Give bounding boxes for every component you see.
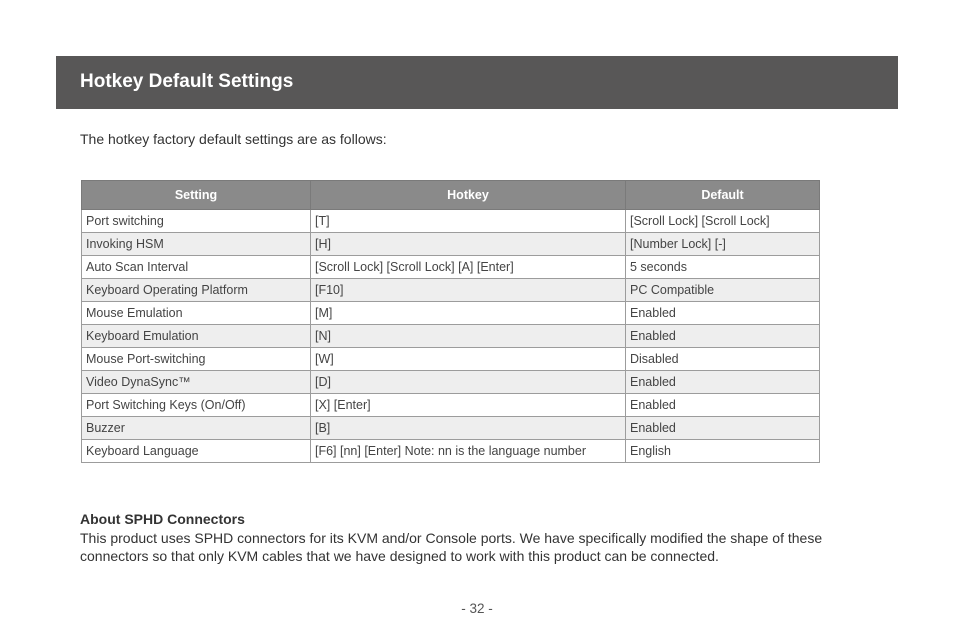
column-header-setting: Setting [82, 181, 311, 210]
hotkey-cell: [B] [311, 417, 626, 440]
table-row [82, 440, 820, 463]
hotkey-cell: [X] [Enter] [311, 394, 626, 417]
default-cell: Enabled [626, 394, 820, 417]
table-row [82, 256, 820, 279]
setting-cell: Keyboard Operating Platform [82, 279, 311, 302]
page-title: Hotkey Default Settings [80, 71, 294, 92]
hotkey-cell: [M] [311, 302, 626, 325]
page-number: - 32 - [461, 601, 493, 616]
default-cell: Enabled [626, 371, 820, 394]
hotkey-cell: [N] [311, 325, 626, 348]
about-sphd-paragraph: This product uses SPHD connectors for its KVM and/or Console ports. We have specifically modified the shape of these connectors so that only KVM cables that we have designed to work with this product can be connected. [80, 530, 823, 564]
table-row [82, 394, 820, 417]
default-cell: [Scroll Lock] [Scroll Lock] [626, 210, 820, 233]
setting-cell: Mouse Emulation [82, 302, 311, 325]
hotkey-settings-table [81, 180, 820, 463]
default-cell: Disabled [626, 348, 820, 371]
default-cell: English [626, 440, 820, 463]
table-row [82, 233, 820, 256]
table-row [82, 371, 820, 394]
setting-cell: Keyboard Language [82, 440, 311, 463]
setting-cell: Port switching [82, 210, 311, 233]
default-cell: [Number Lock] [-] [626, 233, 820, 256]
setting-cell: Mouse Port-switching [82, 348, 311, 371]
hotkey-cell: [F6] [nn] [Enter] Note: nn is the language number [311, 440, 626, 463]
table-header-row [82, 181, 820, 210]
default-cell: PC Compatible [626, 279, 820, 302]
hotkey-cell: [Scroll Lock] [Scroll Lock] [A] [Enter] [311, 256, 626, 279]
setting-cell: Port Switching Keys (On/Off) [82, 394, 311, 417]
hotkey-cell: [F10] [311, 279, 626, 302]
table-row [82, 210, 820, 233]
setting-cell: Video DynaSync™ [82, 371, 311, 394]
column-header-default: Default [626, 181, 820, 210]
default-cell: 5 seconds [626, 256, 820, 279]
hotkey-cell: [T] [311, 210, 626, 233]
table-row [82, 348, 820, 371]
default-cell: Enabled [626, 417, 820, 440]
setting-cell: Invoking HSM [82, 233, 311, 256]
table-row [82, 325, 820, 348]
setting-cell: Keyboard Emulation [82, 325, 311, 348]
default-cell: Enabled [626, 302, 820, 325]
about-sphd-heading: About SPHD Connectors [80, 511, 245, 527]
hotkey-cell: [W] [311, 348, 626, 371]
hotkey-cell: [D] [311, 371, 626, 394]
table-row [82, 279, 820, 302]
setting-cell: Buzzer [82, 417, 311, 440]
hotkey-cell: [H] [311, 233, 626, 256]
default-cell: Enabled [626, 325, 820, 348]
table-row [82, 302, 820, 325]
column-header-hotkey: Hotkey [311, 181, 626, 210]
intro-text: The hotkey factory default settings are as follows: [80, 131, 387, 147]
section-header [56, 56, 898, 109]
setting-cell: Auto Scan Interval [82, 256, 311, 279]
table-row [82, 417, 820, 440]
